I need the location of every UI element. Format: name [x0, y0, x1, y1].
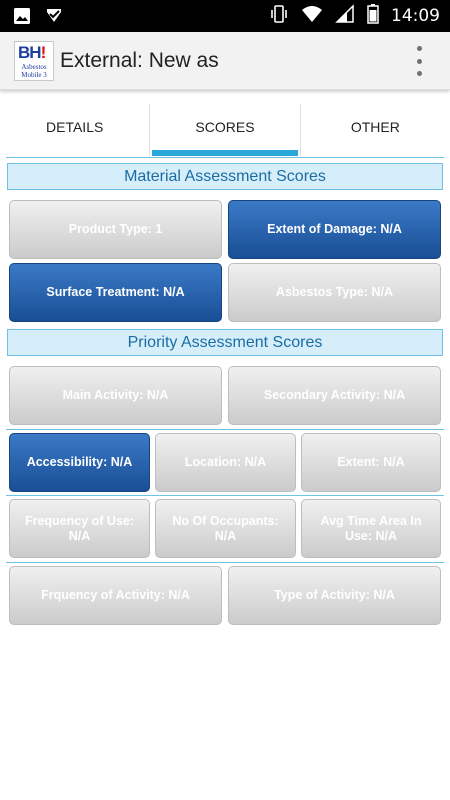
accessibility-button[interactable]: Accessibility: N/A	[9, 433, 150, 492]
product-type-button[interactable]: Product Type: 1	[9, 200, 222, 259]
overflow-menu-icon[interactable]	[412, 46, 426, 76]
divider	[6, 429, 444, 430]
asbestos-type-button[interactable]: Asbestos Type: N/A	[228, 263, 441, 322]
frequency-of-use-button[interactable]: Frequency of Use: N/A	[9, 499, 150, 558]
tab-bar	[0, 104, 450, 156]
page-title: External: New as	[60, 49, 219, 72]
image-icon	[12, 6, 32, 31]
frequency-of-activity-button[interactable]: Frquency of Activity: N/A	[9, 566, 222, 625]
app-bar	[0, 32, 450, 90]
signal-icon	[335, 4, 355, 29]
secondary-activity-button[interactable]: Secondary Activity: N/A	[228, 366, 441, 425]
divider	[6, 157, 444, 158]
extent-button[interactable]: Extent: N/A	[301, 433, 441, 492]
divider	[6, 562, 444, 563]
battery-icon	[367, 4, 379, 29]
type-of-activity-button[interactable]: Type of Activity: N/A	[228, 566, 441, 625]
vibrate-icon	[269, 4, 289, 29]
main-activity-button[interactable]: Main Activity: N/A	[9, 366, 222, 425]
avg-time-area-in-use-button[interactable]: Avg Time Area In Use: N/A	[301, 499, 441, 558]
location-button[interactable]: Location: N/A	[155, 433, 296, 492]
tab-details[interactable]: DETAILS	[46, 119, 104, 135]
clock: 14:09	[391, 6, 440, 26]
material-assessment-header: Material Assessment Scores	[7, 163, 443, 190]
tab-other[interactable]: OTHER	[350, 119, 400, 135]
no-of-occupants-button[interactable]: No Of Occupants: N/A	[155, 499, 296, 558]
status-bar	[0, 0, 450, 32]
surface-treatment-button[interactable]: Surface Treatment: N/A	[9, 263, 222, 322]
divider	[6, 495, 444, 496]
check-download-icon	[44, 6, 64, 31]
wifi-icon	[301, 4, 323, 29]
extent-of-damage-button[interactable]: Extent of Damage: N/A	[228, 200, 441, 259]
app-logo: BH! Asbestos Mobile 3	[14, 41, 54, 81]
tab-scores[interactable]: SCORES	[149, 104, 300, 156]
priority-assessment-header: Priority Assessment Scores	[7, 329, 443, 356]
